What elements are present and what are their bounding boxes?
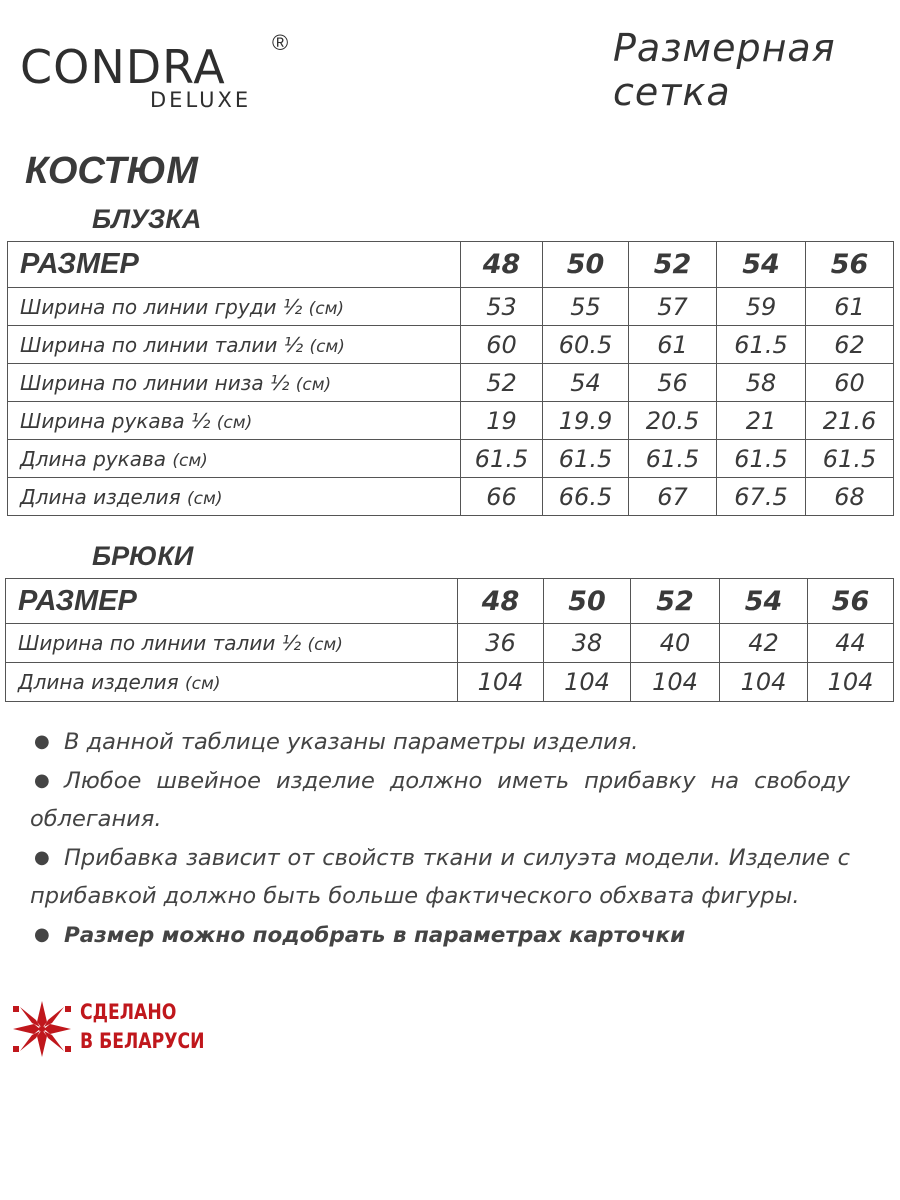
value-cell: 42 [720,624,808,663]
table-row [8,364,894,402]
value-cell: 60 [806,364,894,402]
value-cell: 61.5 [806,440,894,478]
value-cell: 61 [806,288,894,326]
value-cell: 66 [461,478,543,516]
size-header-cell: 50 [543,242,629,288]
value-cell: 66.5 [543,478,629,516]
row-unit: (см) [187,488,223,509]
row-unit: (см) [307,635,343,655]
row-label-text: Ширина по линии груди ½ [20,294,303,319]
value-cell: 52 [461,364,543,402]
row-label-text: Ширина по линии талии ½ [20,332,304,357]
table-header-row [8,242,894,288]
blouse-size-table [7,241,894,516]
value-cell: 60 [461,326,543,364]
value-cell: 68 [806,478,894,516]
value-cell: 61.5 [717,326,806,364]
value-cell: 19 [461,402,543,440]
value-cell: 40 [631,624,720,663]
bullet-icon: ● [34,923,50,945]
suit-heading: КОСТЮМ [25,150,198,192]
value-cell: 59 [717,288,806,326]
value-cell: 36 [458,624,544,663]
made-in-text [80,998,205,1056]
value-cell: 53 [461,288,543,326]
value-cell: 62 [806,326,894,364]
bullet-icon: ● [34,769,50,791]
made-in-belarus-badge [10,996,220,1060]
made-in-line1: СДЕЛАНО [80,1000,177,1024]
value-cell: 44 [808,624,894,663]
value-cell: 104 [631,663,720,702]
value-cell: 60.5 [543,326,629,364]
size-header-cell: 48 [461,242,543,288]
row-unit: (см) [185,674,221,694]
note-item: ● Прибавка зависит от свойств ткани и силуэта модели. Изделие с прибавкой должно быть больше фактического обхвата фигуры. [30,839,850,916]
table-row [8,440,894,478]
value-cell: 21.6 [806,402,894,440]
note-item: ● В данной таблице указаны параметры изделия. [30,723,850,762]
row-label-text: Длина изделия [18,670,179,694]
row-unit: (см) [295,374,332,395]
row-label-text: Ширина рукава ½ [20,408,211,433]
table-row [6,624,894,663]
value-cell: 67 [629,478,717,516]
ornament-icon [10,998,74,1060]
row-label-text: Длина изделия [20,484,181,509]
row-label-text: Длина рукава [20,446,167,471]
table-row [8,478,894,516]
value-cell: 67.5 [717,478,806,516]
brand-logo [20,30,300,112]
row-label [8,440,461,478]
table-row [8,402,894,440]
row-label-text: Ширина по линии низа ½ [20,370,290,395]
value-cell: 61.5 [543,440,629,478]
registered-mark: ® [272,30,289,55]
size-header-cell: 52 [629,242,717,288]
row-unit: (см) [308,298,345,319]
blouse-heading: БЛУЗКА [92,204,202,234]
value-cell: 104 [458,663,544,702]
row-label [8,364,461,402]
bullet-icon: ● [34,731,50,752]
row-unit: (см) [216,412,253,433]
value-cell: 38 [544,624,631,663]
brand-name: CONDRA [20,40,226,94]
row-label-text: Ширина по линии талии ½ [18,631,302,655]
brand-subtitle: DELUXE [150,88,252,112]
size-header-label: РАЗМЕР [6,579,458,624]
value-cell: 54 [543,364,629,402]
table-row [8,326,894,364]
value-cell: 61.5 [629,440,717,478]
row-label [8,288,461,326]
row-unit: (см) [309,336,345,357]
value-cell: 58 [717,364,806,402]
size-header-cell: 56 [808,579,894,624]
value-cell: 61.5 [717,440,806,478]
trousers-heading: БРЮКИ [92,541,194,571]
table-row [8,288,894,326]
table-row [6,663,894,702]
size-header-cell: 48 [458,579,544,624]
row-label [8,326,461,364]
size-header-cell: 50 [544,579,631,624]
value-cell: 57 [629,288,717,326]
note-item: ● Любое швейное изделие должно иметь прибавку на свободу облегания. [30,762,850,839]
notes-list [30,723,850,955]
made-in-line2: В БЕЛАРУСИ [80,1029,205,1053]
size-header-cell: 52 [631,579,720,624]
value-cell: 104 [720,663,808,702]
value-cell: 20.5 [629,402,717,440]
trousers-size-table [5,578,894,702]
value-cell: 21 [717,402,806,440]
size-header-cell: 54 [717,242,806,288]
bullet-icon: ● [34,846,50,868]
page-title: Размерная сетка [613,26,836,114]
row-label [6,624,458,663]
value-cell: 19.9 [543,402,629,440]
table-header-row [6,579,894,624]
value-cell: 104 [544,663,631,702]
size-header-cell: 56 [806,242,894,288]
value-cell: 104 [808,663,894,702]
size-header-label: РАЗМЕР [8,242,461,288]
value-cell: 61 [629,326,717,364]
value-cell: 61.5 [461,440,543,478]
row-label [6,663,458,702]
value-cell: 56 [629,364,717,402]
row-label [8,478,461,516]
value-cell: 55 [543,288,629,326]
row-label [8,402,461,440]
row-unit: (см) [172,450,208,471]
size-header-cell: 54 [720,579,808,624]
note-item: ● Размер можно подобрать в параметрах карточки [30,916,850,956]
